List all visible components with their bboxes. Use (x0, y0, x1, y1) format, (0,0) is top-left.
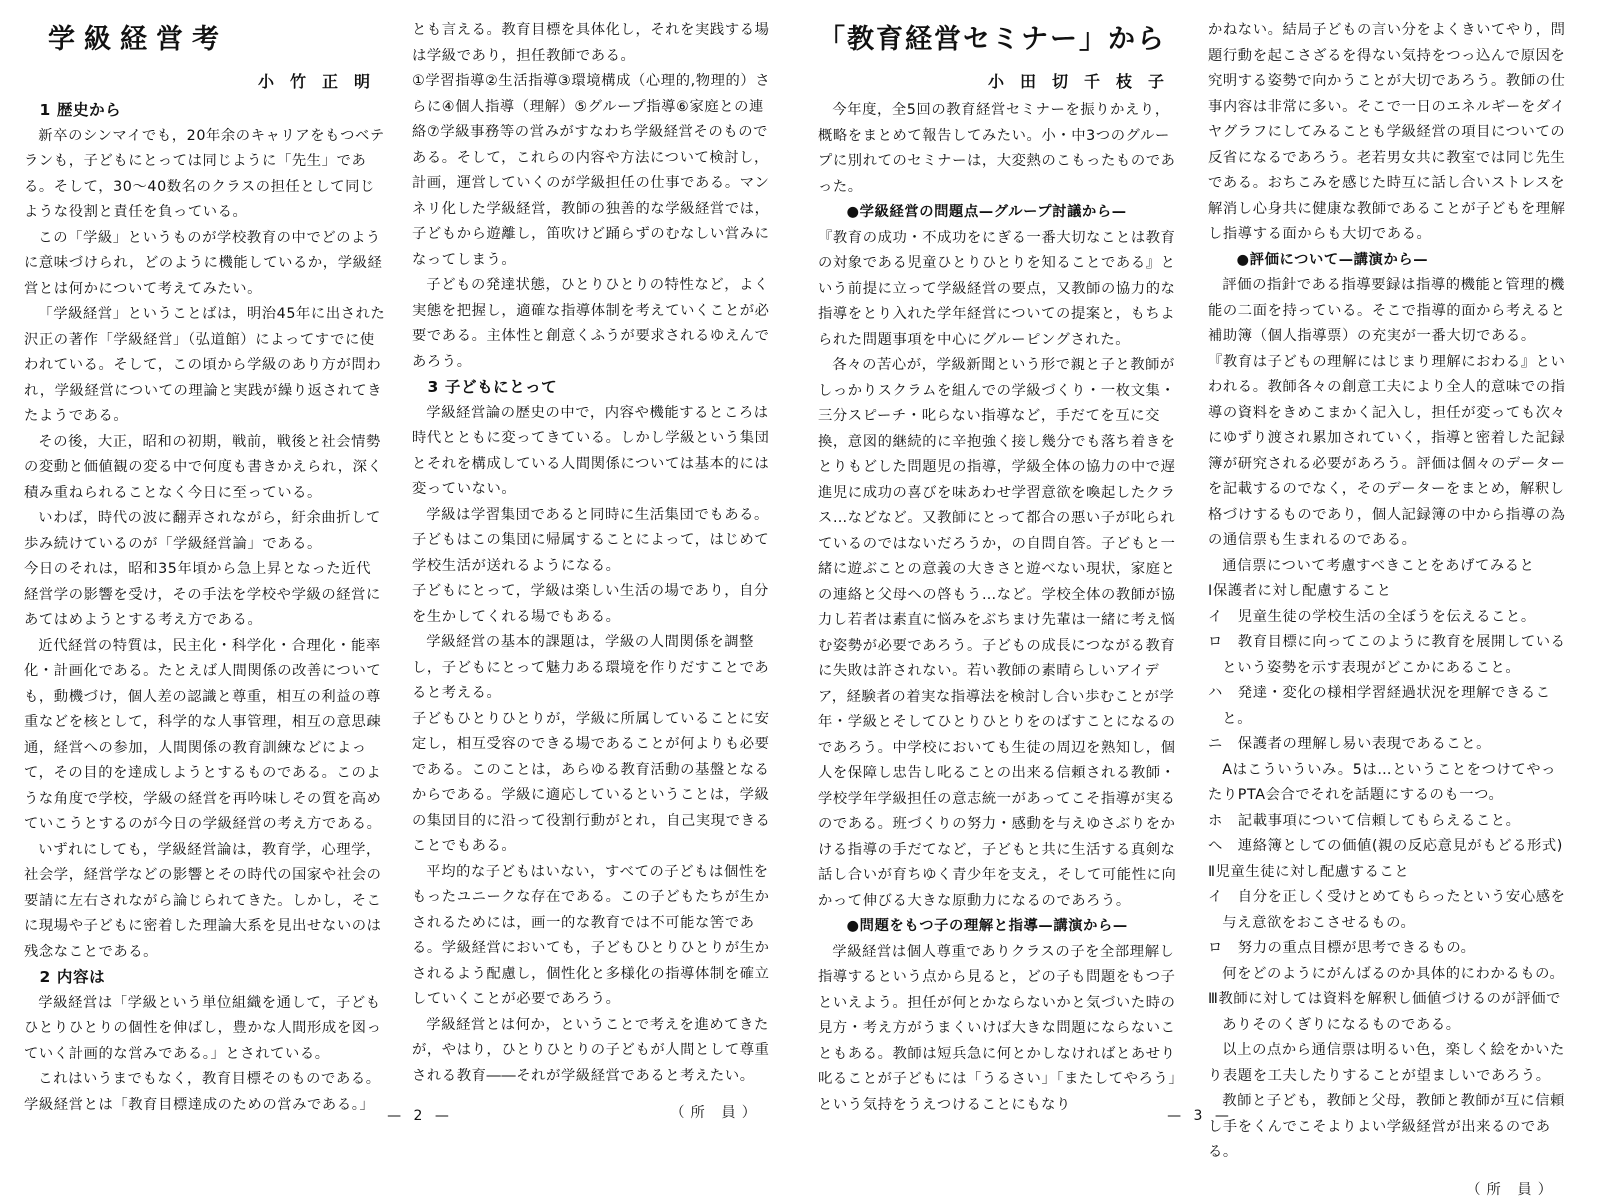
article-title: 学級経営考 (24, 18, 386, 62)
column-body (1208, 18, 1570, 1166)
section-heading: ●評価について—講演から— (1208, 248, 1570, 274)
paragraph: この「学級」というものが学校教育の中でどのように意味づけられ，どのように機能しているか，学級経営とは何かについて考えてみたい。 (24, 226, 386, 303)
left-column-1 (24, 18, 386, 1118)
paragraph: 子どもはこの集団に帰属することによって，はじめて学校生活が送れるようになる。 (412, 528, 774, 579)
paragraph: Ⅰ保護者に対し配慮すること (1208, 579, 1570, 605)
paragraph: Aはこういういみ。5は…ということをつけてやったりPTA会合でそれを話題にするのも一つ。 (1208, 758, 1570, 809)
paragraph: ロ 教育目標に向ってこのように教育を展開しているという姿勢を示す表現がどこかにあること。 (1208, 630, 1570, 681)
paragraph: 学級経営は個人尊重でありクラスの子を全部理解し指導するという点から見ると，どの子も問題をもつ子といえよう。担任が何とかならないかと気づいた時の見方・考え方がうまくいけば大きな問題にならないこともある。教師は短兵急に何とかしなければとあせり叱ることが子どもには「うるさい」「またしてやろう」という気持をうえつけることにもなり (818, 940, 1180, 1119)
section-heading: ●学級経営の問題点—グループ討議から— (818, 200, 1180, 226)
column-body (412, 18, 774, 1089)
paragraph: Ⅲ教師に対しては資料を解釈し価値づけるのが評価でありそのくぎりになるものである。 (1208, 987, 1570, 1038)
article-author: 小竹正明 (24, 68, 386, 96)
paragraph: 「学級経営」ということばは，明治45年に出された沢正の著作「学級経営」（弘道館）によってすでに使われている。そして，この頃から学級のあり方が問われ，学級経営についての理論と実践が繰り返されてきたようである。 (24, 302, 386, 430)
page-number: — 2 — (360, 1108, 480, 1124)
paragraph: 今年度，全5回の教育経営セミナーを振りかえり，概略をまとめて報告してみたい。小・中3つのグループに別れてのセミナーは，大変熱のこもったものであった。 (818, 98, 1180, 200)
section-heading: 1 歴史から (24, 98, 386, 124)
paragraph: 評価の指針である指導要録は指導的機能と管理的機能の二面を持っている。そこで指導的面から考えると補助簿（個人指導票）の充実が一番大切である。 (1208, 273, 1570, 350)
paragraph: 新卒のシンマイでも，20年余のキャリアをもつベテランも，子どもにとっては同じように「先生」である。そして，30〜40数名のクラスの担任として同じような役割と責任を負っている。 (24, 124, 386, 226)
paragraph: ①学習指導②生活指導③環境構成（心理的,物理的）さらに④個人指導（理解）⑤グループ指導⑥家庭との連絡⑦学級事務等の営みがすなわち学級経営そのものである。そして，これらの内容や方法について検討し，計画，運営していくのが学級担任の仕事である。マンネリ化した学級経営，教師の独善的な学級経営では，子どもから遊離し，笛吹けど踊らずのむなしい営みになってしまう。 (412, 69, 774, 273)
column-body (24, 98, 386, 1118)
paragraph: 近代経営の特質は，民主化・科学化・合理化・能率化・計画化である。たとえば人間関係の改善についても，動機づけ，個人差の認識と尊重，相互の利益の尊重などを核として，科学的な人事管理，相互の意思疎通，経営への参加，人間関係の教育訓練などによって，その目的を達成しようとするものである。このような角度で学校，学級の経営を再吟味しその質を高めていこうとするのが今日の学級経営の考え方である。 (24, 634, 386, 838)
paragraph: 『教育は子どもの理解にはじまり理解におわる』といわれる。教師各々の創意工夫により全人的意味での指導の資料をきめこまかく記入し，担任が変っても次々にゆずり渡され累加されていく，指導と密着した記録簿が研究される必要があろう。評価は個々のデーターを記載するのでなく，そのデーターをまとめ，解釈し格づけするものであり，個人記録簿の中から指導の為の通信票も生まれるのである。 (1208, 350, 1570, 554)
paragraph: イ 児童生徒の学校生活の全ぼうを伝えること。 (1208, 605, 1570, 631)
paragraph: 平均的な子どもはいない，すべての子どもは個性をもったユニークな存在である。この子どもたちが生かされるためには，画一的な教育では不可能な筈である。学級経営においても，子どもひとりひとりが生かされるよう配慮し，個性化と多様化の指導体制を確立していくことが必要であろう。 (412, 860, 774, 1013)
paragraph: これはいうまでもなく，教育目標そのものである。 (24, 1067, 386, 1093)
paragraph: 教師と子ども，教師と父母，教師と教師が互に信頼し手をくんでこそよりよい学級経営が出来るのである。 (1208, 1089, 1570, 1166)
paragraph: Ⅱ児童生徒に対し配慮すること (1208, 860, 1570, 886)
article-title: 「教育経営セミナー」から (818, 18, 1180, 62)
paragraph: 何をどのようにがんばるのか具体的にわかるもの。 (1208, 962, 1570, 988)
paragraph: 学級は学習集団であると同時に生活集団でもある。 (412, 503, 774, 529)
section-heading: ●問題をもつ子の理解と指導—講演から— (818, 914, 1180, 940)
right-column-2 (1208, 18, 1570, 1203)
paragraph: 以上の点から通信票は明るい色，楽しく絵をかいたり表題を工夫したりすることが望ましいであろう。 (1208, 1038, 1570, 1089)
paragraph: ハ 発達・変化の様相学習経過状況を理解できること。 (1208, 681, 1570, 732)
paragraph: かねない。結局子どもの言い分をよくきいてやり，問題行動を起こさざるを得ない気持をつっ込んで原因を究明する姿勢で向かうことが大切であろう。教師の仕事内容は非常に多い。そこで一日のエネルギーをダイヤグラフにしてみることも学級経営の項目についての反省になるであろう。老若男女共に教室では同じ先生である。おちこみを感じた時互に話し合いストレスを解消し心身共に健康な教師であることが子どもを理解し指導する面からも大切である。 (1208, 18, 1570, 248)
paragraph: 学級経営論の歴史の中で，内容や機能するところは時代とともに変ってきている。しかし学級という集団とそれを構成している人間関係については基本的には変っていない。 (412, 401, 774, 503)
paragraph: 学級経営は「学級という単位組織を通して，子どもひとりひとりの個性を伸ばし，豊かな人間形成を図っていく計画的な営みである。」とされている。 (24, 991, 386, 1068)
paragraph: とも言える。教育目標を具体化し，それを実践する場は学級であり，担任教師である。 (412, 18, 774, 69)
author-note: （所 員） (1208, 1178, 1558, 1203)
paragraph: 各々の苦心が，学級新聞という形で親と子と教師がしっかりスクラムを組んでの学級づくり・一枚文集・三分スピーチ・叱らない指導など，手だてを互に交換，意図的継続的に辛抱強く接し幾分でも落ち着きをとりもどした問題児の指導，学級全体の協力の中で遅進児に成功の喜びを味あわせ学習意欲を喚起したクラス…などなど。又教師にとって都合の悪い子が叱られているのではないだろうか，の自問自答。子どもと一緒に遊ぶことの意義の大きさと遊べない現状，家庭との連絡と父母への啓もう…など。学校全体の教師が協力し若者は素直に悩みをぶちまけ先輩は一緒に考え悩む姿勢が必要であろう。子どもの成長につながる教育に失敗は許されない。若い教師の素晴らしいアイデア，経験者の着実な指導法を検討し合い歩むことが学年・学級とそしてひとりひとりをのばすことになるのであろう。中学校においても生徒の周辺を熟知し，個人を保障し忠告し叱ることの出来る信頼される教師・学校学年学級担任の意志統一があってこそ指導が実るのである。班づくりの努力・感動を与えゆさぶりをかける指導の手だてなど，子どもと共に生活する真剣な話し合いが育ちゆく青少年を支え，そして可能性に向かって伸びる大きな原動力になるのであろう。 (818, 353, 1180, 914)
right-column-1 (818, 18, 1180, 1118)
paragraph: ニ 保護者の理解し易い表現であること。 (1208, 732, 1570, 758)
author-note: （所 員） (412, 1101, 762, 1127)
paragraph: 子どもの発達状態，ひとりひとりの特性など，よく実態を把握し，適確な指導体制を考えていくことが必要である。主体性と創意くふうが要求されるゆえんであろう。 (412, 273, 774, 375)
paragraph: その後，大正，昭和の初期，戦前，戦後と社会情勢の変動と価値観の変る中で何度も書きかえられ，深く積み重ねられることなく今日に至っている。 (24, 430, 386, 507)
paragraph: 『教育の成功・不成功をにぎる一番大切なことは教育の対象である児童ひとりひとりを知ることである』という前提に立って学級経営の要点，又教師の協力的な指導をとり入れた学年経営についての提案と，もちよられた問題事項を中心にグルーピングされた。 (818, 226, 1180, 354)
page-2 (0, 0, 800, 1139)
article-author: 小田切千枝子 (818, 68, 1180, 96)
paragraph: へ 連絡簿としての価値(親の反応意見がもどる形式) (1208, 834, 1570, 860)
column-body (818, 98, 1180, 1118)
paragraph: いわば，時代の波に翻弄されながら，紆余曲折して歩み続けているのが「学級経営論」である。 (24, 506, 386, 557)
paragraph: 子どもにとって，学級は楽しい生活の場であり，自分を生かしてくれる場でもある。 (412, 579, 774, 630)
paragraph: 子どもひとりひとりが，学級に所属していることに安定し，相互受容のできる場であることが何よりも必要である。このことは，あらゆる教育活動の基盤となるからである。学級に適応しているということは，学級の集団目的に沿って役割行動がとれ，自己実現できることでもある。 (412, 707, 774, 860)
paragraph: 今日のそれは，昭和35年頃から急上昇となった近代経営学の影響を受け，その手法を学校や学級の経営にあてはめようとする考え方である。 (24, 557, 386, 634)
paragraph: いずれにしても，学級経営論は，教育学，心理学，社会学，経営学などの影響とその時代の国家や社会の要請に左右されながら論じられてきた。しかし，そこに現場や子どもに密着した理論大系を見出せないのは残念なことである。 (24, 838, 386, 966)
left-column-2 (412, 18, 774, 1127)
paragraph: イ 自分を正しく受けとめてもらったという安心感を与え意欲をおこさせるもの。 (1208, 885, 1570, 936)
section-heading: 3 子どもにとって (412, 375, 774, 401)
paragraph: 学級経営の基本的課題は，学級の人間関係を調整し，子どもにとって魅力ある環境を作りだすことであると考える。 (412, 630, 774, 707)
page-3 (800, 0, 1600, 1139)
page-number: — 3 — (1140, 1108, 1260, 1124)
paragraph: 通信票について考慮すべきことをあげてみると (1208, 554, 1570, 580)
paragraph: 学級経営とは何か，ということで考えを進めてきたが，やはり，ひとりひとりの子どもが人間として尊重される教育――それが学級経営であると考えたい。 (412, 1013, 774, 1090)
section-heading: 2 内容は (24, 965, 386, 991)
paragraph: 学級経営とは「教育目標達成のための営みである。」 (24, 1093, 386, 1119)
paragraph: ロ 努力の重点目標が思考できるもの。 (1208, 936, 1570, 962)
paragraph: ホ 記載事項について信頼してもらえること。 (1208, 809, 1570, 835)
